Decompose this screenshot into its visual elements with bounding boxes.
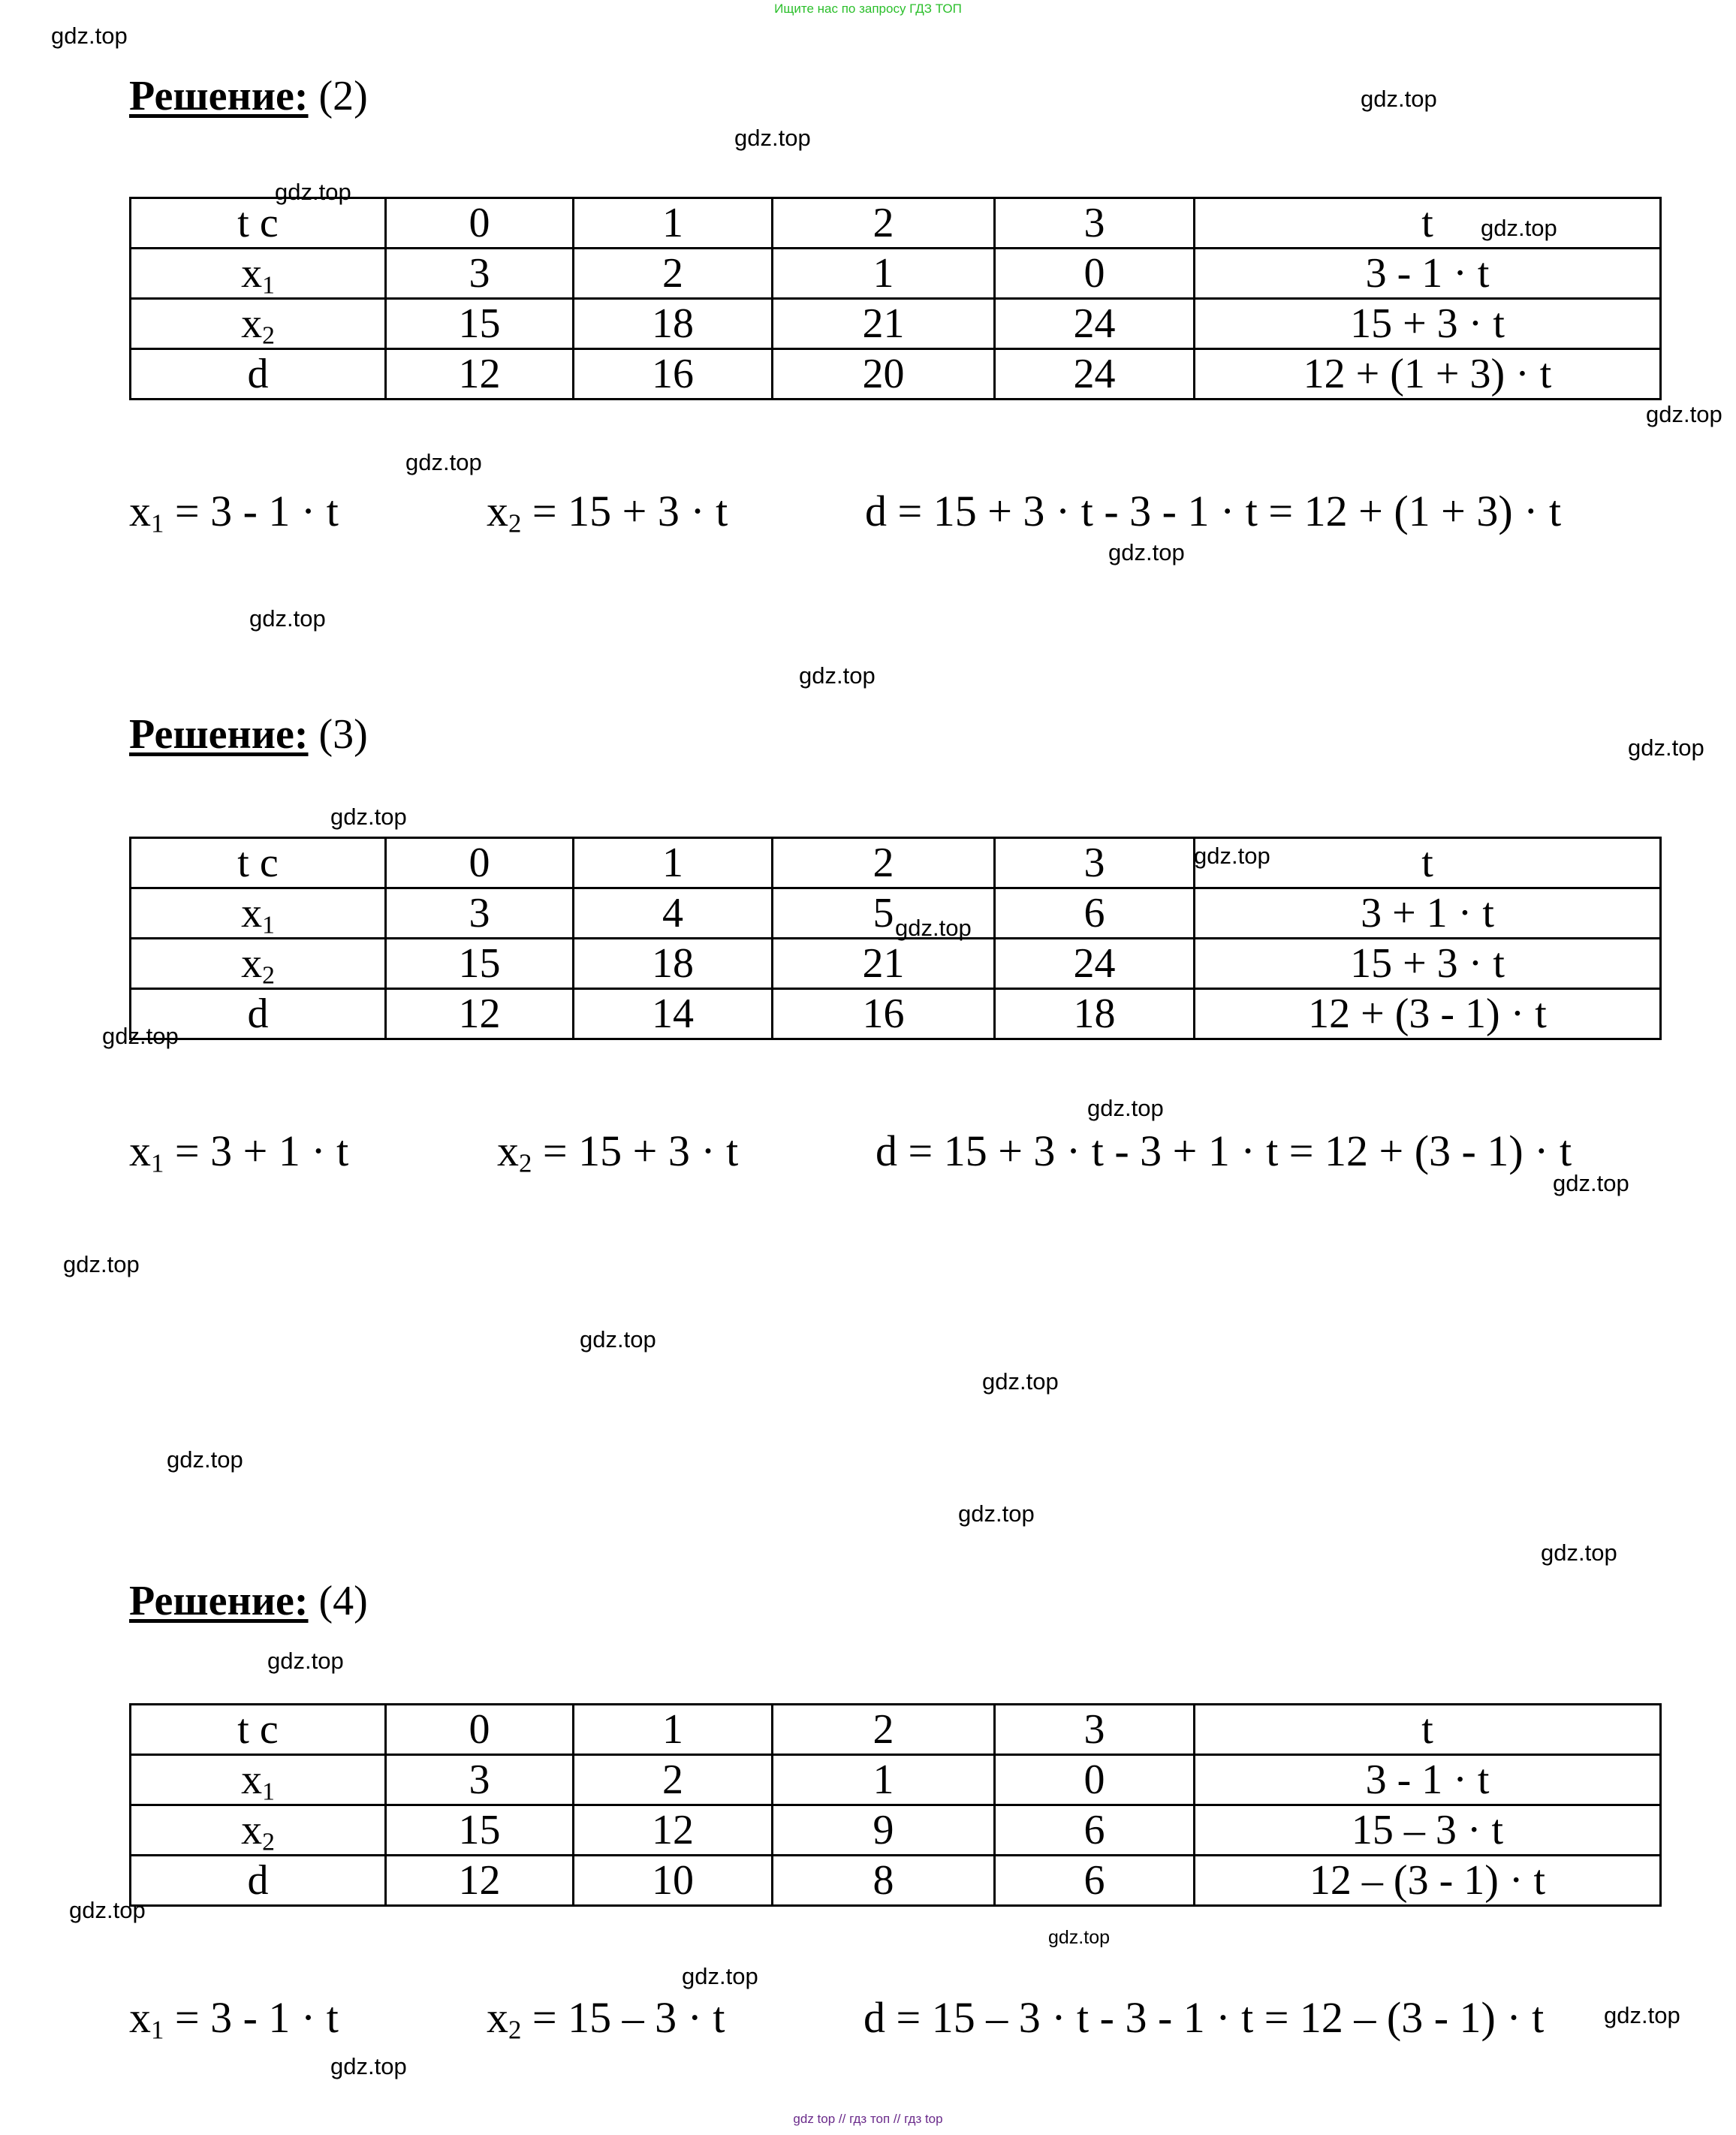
- table-cell: 8: [773, 1856, 995, 1906]
- heading-label: Решение:: [129, 73, 309, 119]
- formula-cell: 3 - 1 · t: [1195, 249, 1661, 299]
- table-cell: 4: [574, 888, 773, 939]
- heading-number: (3): [318, 711, 368, 758]
- heading-label: Решение:: [129, 711, 309, 758]
- formula-cell: 12 + (1 + 3) · t: [1195, 349, 1661, 400]
- watermark: gdz.top: [799, 662, 876, 689]
- formula-cell: 15 – 3 · t: [1195, 1805, 1661, 1856]
- table-cell: 6: [995, 888, 1195, 939]
- formula-cell: t: [1195, 838, 1661, 888]
- watermark: gdz.top: [249, 605, 326, 632]
- watermark: gdz.top: [1541, 1539, 1617, 1566]
- heading-label: Решение:: [129, 1578, 309, 1624]
- watermark: gdz.top: [1604, 2002, 1680, 2028]
- table-cell: 3: [995, 198, 1195, 249]
- table-cell: 6: [995, 1856, 1195, 1906]
- table-cell: 14: [574, 989, 773, 1039]
- equation-x2: $x_2 = 15 + 3 \cdot t$: [497, 1126, 739, 1178]
- table-cell: 21: [773, 299, 995, 349]
- equation-x1: $x_1 = 3 + 1 \cdot t$: [129, 1126, 349, 1178]
- table-row: [131, 349, 1661, 400]
- table-cell: 1: [574, 198, 773, 249]
- table-cell: 0: [995, 249, 1195, 299]
- table-row: [131, 1705, 1661, 1755]
- watermark: gdz.top: [1646, 401, 1722, 427]
- watermark: gdz.top: [1361, 86, 1437, 112]
- table-row: [131, 838, 1661, 888]
- row-header: t c: [131, 1705, 386, 1755]
- formula-cell: 3 + 1 · t: [1195, 888, 1661, 939]
- watermark: gdz.top: [1108, 539, 1185, 565]
- equation-x1: $x_1 = 3 - 1 \cdot t$: [129, 1993, 339, 2045]
- formula-cell: 12 – (3 - 1) · t: [1195, 1856, 1661, 1906]
- row-header: t c: [131, 198, 386, 249]
- table-cell: 12: [574, 1805, 773, 1856]
- table-cell: 1: [773, 249, 995, 299]
- watermark: gdz.top: [958, 1500, 1035, 1527]
- table-cell: 15: [386, 299, 574, 349]
- row-header: d: [131, 989, 386, 1039]
- watermark: gdz.top: [405, 449, 482, 475]
- formula-cell: 15 + 3 · t: [1195, 939, 1661, 989]
- formula-cell: 12 + (3 - 1) · t: [1195, 989, 1661, 1039]
- table-cell: 16: [773, 989, 995, 1039]
- watermark: gdz.top: [1628, 734, 1704, 761]
- table-cell: 3: [995, 1705, 1195, 1755]
- equation-d: d = 15 + 3 · t - 3 - 1 · t = 12 + (1 + 3) · t: [865, 487, 1562, 535]
- table-cell: 3: [995, 838, 1195, 888]
- watermark: gdz.top: [63, 1251, 140, 1277]
- formula-cell: t: [1195, 198, 1661, 249]
- motion-table: [129, 837, 1662, 1040]
- table-row: [131, 1755, 1661, 1805]
- table-cell: 24: [995, 939, 1195, 989]
- table-cell: 1: [574, 838, 773, 888]
- watermark: gdz.top: [1553, 1170, 1629, 1196]
- table-cell: 12: [386, 349, 574, 400]
- table-cell: 18: [574, 299, 773, 349]
- table-cell: 0: [386, 1705, 574, 1755]
- section-heading: [129, 1580, 368, 1622]
- table-row: [131, 1856, 1661, 1906]
- watermark: gdz.top: [69, 1897, 146, 1923]
- watermark: gdz.top: [734, 125, 811, 151]
- table-cell: 3: [386, 1755, 574, 1805]
- watermark: gdz.top: [330, 2053, 407, 2079]
- watermark: gdz.top: [267, 1648, 344, 1674]
- watermark: gdz.top: [102, 1023, 179, 1049]
- table-row: [131, 939, 1661, 989]
- table-cell: 6: [995, 1805, 1195, 1856]
- watermark: gdz.top: [1048, 1927, 1111, 1948]
- equation-x2: $x_2 = 15 - 3 \cdot t$: [487, 1993, 725, 2045]
- watermark: gdz.top: [1481, 215, 1557, 241]
- row-header: d: [131, 349, 386, 400]
- table-cell: 5: [773, 888, 995, 939]
- equation-d: d = 15 – 3 · t - 3 - 1 · t = 12 – (3 - 1) · t: [863, 1993, 1545, 2042]
- section-heading: [129, 75, 368, 117]
- row-header: $x_2$: [131, 1805, 386, 1856]
- formula-cell: 15 + 3 · t: [1195, 299, 1661, 349]
- watermark: gdz.top: [330, 804, 407, 830]
- equation-d: d = 15 + 3 · t - 3 + 1 · t = 12 + (3 - 1) · t: [876, 1126, 1572, 1175]
- table-cell: 0: [995, 1755, 1195, 1805]
- row-header: d: [131, 1856, 386, 1906]
- table-cell: 2: [773, 198, 995, 249]
- table-cell: 2: [574, 1755, 773, 1805]
- watermark: gdz.top: [682, 1963, 758, 1989]
- table-cell: 0: [386, 198, 574, 249]
- table-cell: 16: [574, 349, 773, 400]
- motion-table: [129, 1703, 1662, 1907]
- table-cell: 18: [995, 989, 1195, 1039]
- table-row: [131, 198, 1661, 249]
- watermark: gdz.top: [1087, 1095, 1164, 1121]
- watermark: gdz.top: [982, 1368, 1059, 1395]
- row-header: $x_1$: [131, 1755, 386, 1805]
- top-banner: Ищите нас по запросу ГДЗ ТОП: [774, 2, 962, 16]
- row-header: t c: [131, 838, 386, 888]
- table-cell: 1: [574, 1705, 773, 1755]
- table-cell: 3: [386, 249, 574, 299]
- table-row: [131, 989, 1661, 1039]
- watermark: gdz.top: [51, 23, 128, 49]
- table-cell: 2: [773, 1705, 995, 1755]
- row-header: $x_1$: [131, 888, 386, 939]
- table-cell: 15: [386, 1805, 574, 1856]
- table-row: [131, 888, 1661, 939]
- table-cell: 2: [574, 249, 773, 299]
- watermark: gdz.top: [167, 1446, 243, 1473]
- table-cell: 2: [773, 838, 995, 888]
- table-cell: 10: [574, 1856, 773, 1906]
- table-cell: 18: [574, 939, 773, 989]
- formula-cell: 3 - 1 · t: [1195, 1755, 1661, 1805]
- watermark: gdz.top: [275, 179, 351, 205]
- table-cell: 21: [773, 939, 995, 989]
- table-row: [131, 1805, 1661, 1856]
- bottom-banner: gdz top // гдз топ // гдз top: [793, 2112, 943, 2126]
- watermark: gdz.top: [1194, 843, 1270, 869]
- table-cell: 9: [773, 1805, 995, 1856]
- table-cell: 12: [386, 989, 574, 1039]
- table-cell: 3: [386, 888, 574, 939]
- row-header: $x_1$: [131, 249, 386, 299]
- table-cell: 0: [386, 838, 574, 888]
- table-cell: 1: [773, 1755, 995, 1805]
- table-cell: 24: [995, 299, 1195, 349]
- watermark: gdz.top: [895, 915, 972, 941]
- table-cell: 12: [386, 1856, 574, 1906]
- table-cell: 24: [995, 349, 1195, 400]
- heading-number: (4): [318, 1578, 368, 1624]
- row-header: $x_2$: [131, 299, 386, 349]
- motion-table: [129, 197, 1662, 400]
- table-cell: 20: [773, 349, 995, 400]
- table-row: [131, 299, 1661, 349]
- formula-cell: t: [1195, 1705, 1661, 1755]
- table-cell: 15: [386, 939, 574, 989]
- equation-x2: $x_2 = 15 + 3 \cdot t$: [487, 487, 728, 538]
- heading-number: (2): [318, 73, 368, 119]
- watermark: gdz.top: [580, 1326, 656, 1352]
- table-row: [131, 249, 1661, 299]
- equation-x1: $x_1 = 3 - 1 \cdot t$: [129, 487, 339, 538]
- section-heading: [129, 711, 368, 758]
- row-header: $x_2$: [131, 939, 386, 989]
